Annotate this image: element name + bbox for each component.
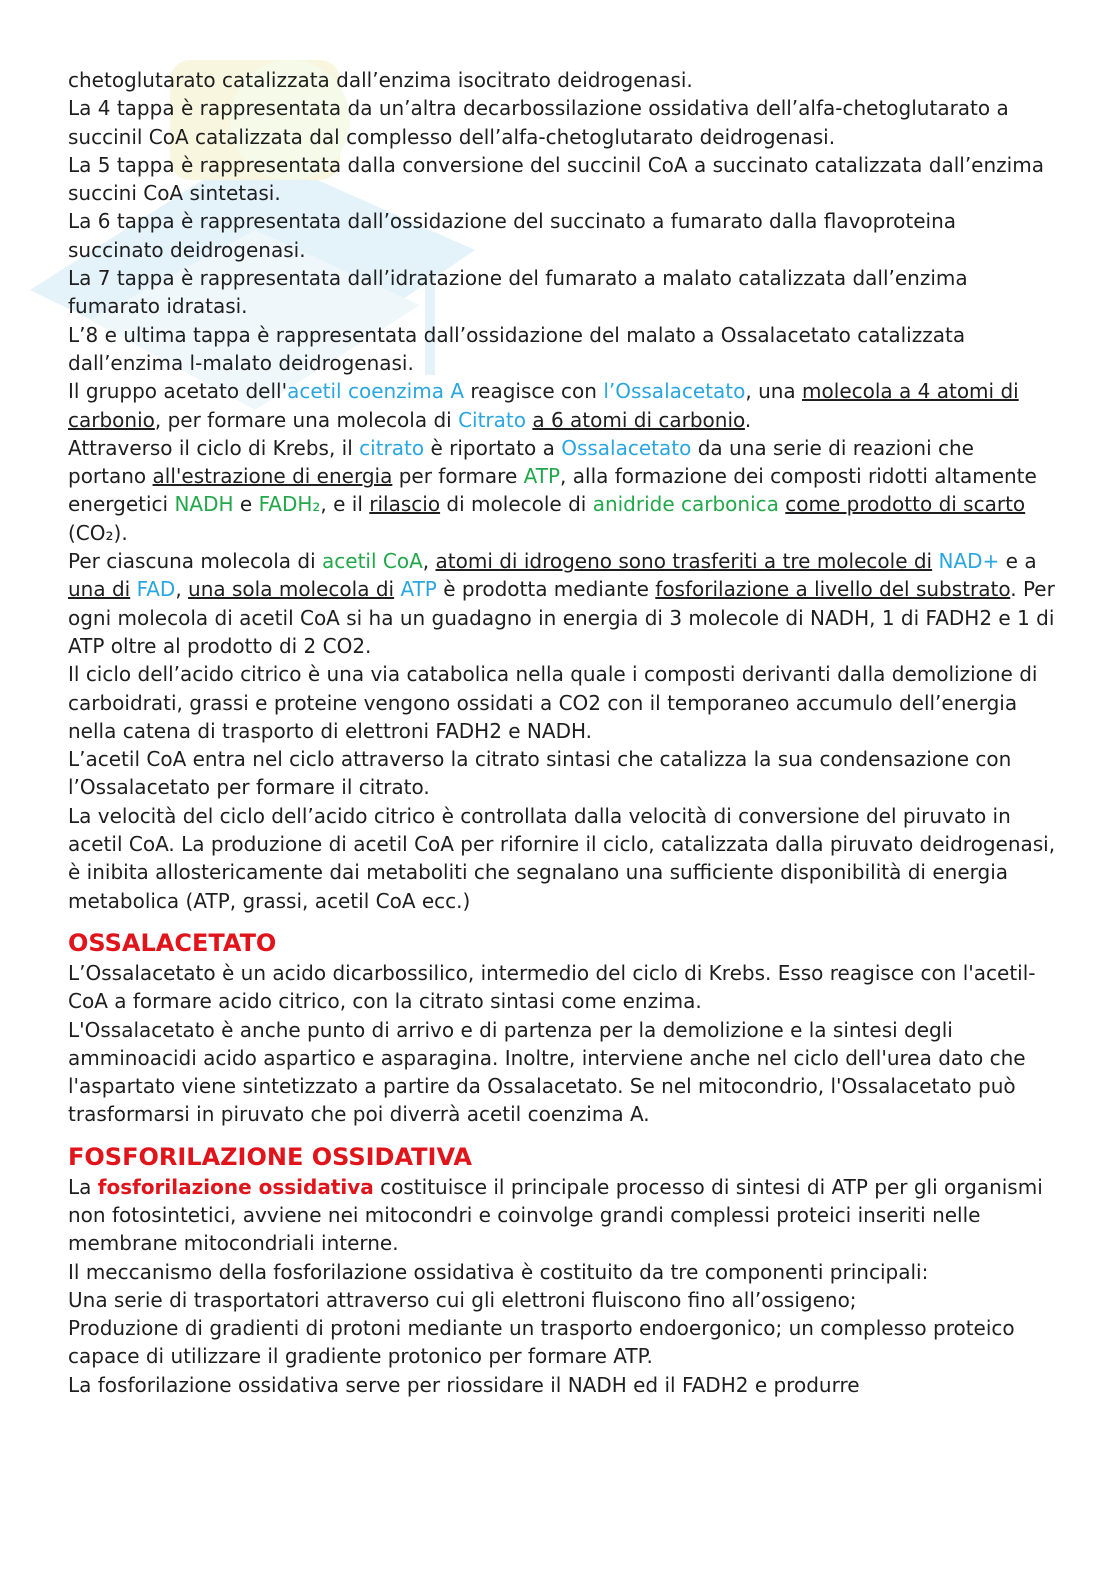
text: , una [745,379,803,404]
text: , [175,577,189,602]
text: e [233,492,259,517]
text: è riportato a [424,435,562,460]
paragraph: La fosforilazione ossidativa serve per riossidare il NADH ed il FADH2 e produrre [68,1372,860,1397]
paragraph: Il meccanismo della fosforilazione ossidativa è costituito da tre componenti principali: [68,1259,929,1284]
text: . [744,407,752,432]
text: (CO₂). [68,520,128,545]
paragraph: Una serie di trasportatori attraverso cui gli elettroni fluiscono fino all’ossigeno; [68,1287,857,1312]
paragraph: La 7 tappa è rappresentata dall’idratazione del fumarato a malato catalizzata dall’enzima fumarato idratasi. [68,266,968,319]
paragraph: Il ciclo dell’acido citrico è una via catabolica nella quale i composti derivanti dalla demolizione di carboidrati, grassi e proteine vengono ossidati a CO2 con il temporaneo accumulo dell’energia nella catena di trasporto di elettroni FADH2 e NADH. [68,662,1038,743]
text: è prodotta mediante [436,577,656,602]
text: La [68,1174,98,1199]
highlight-term: acetil CoA [322,549,423,574]
paragraph: La velocità del ciclo dell’acido citrico è controllata dalla velocità di conversione del piruvato in acetil CoA. La produzione di acetil CoA per rifornire il ciclo, catalizzata dalla piruvato deidrogenasi, è inibita allostericamente dai metaboliti che segnalano una sufficiente disponibilità di energia metabolica (ATP, grassi, acetil CoA ecc.) [68,803,1056,913]
paragraph: L’acetil CoA entra nel ciclo attraverso la citrato sintasi che catalizza la sua condensazione con l’Ossalacetato per formare il citrato. [68,747,1012,800]
highlight-term: NADH [174,492,234,517]
text: Per ciascuna molecola di [68,549,323,574]
underlined-text: all'estrazione di energia [152,464,393,489]
paragraph: L’8 e ultima tappa è rappresentata dall’ossidazione del malato a Ossalacetato catalizzata dall’enzima l-malato deidrogenasi. [68,322,966,375]
paragraph: L'Ossalacetato è anche punto di arrivo e di partenza per la demolizione e la sintesi degli amminoacidi acido aspartico e asparagina. Inoltre, interviene anche nel ciclo dell'urea dato che l'aspartato viene sintetizzato a partire da Ossalacetato. Se nel mitocondrio, l'Ossalacetato può trasformarsi in piruvato che poi diverrà acetil coenzima A. [68,1017,1026,1127]
paragraph-per-molecule [68,547,1058,660]
document-body [68,66,1058,1399]
text: Attraverso il ciclo di Krebs, il [68,435,360,460]
text: Il gruppo acetato dell' [68,379,288,404]
highlight-term: Citrato [458,407,526,432]
text: , per formare una molecola di [154,407,459,432]
paragraph: Produzione di gradienti di protoni mediante un trasporto endoergonico; un complesso proteico capace di utilizzare il gradiente protonico per formare ATP. [68,1316,1015,1369]
paragraph-acetyl [68,377,1058,434]
paragraph: L’Ossalacetato è un acido dicarbossilico, intermedio del ciclo di Krebs. Esso reagisce con l'acetil-CoA a formare acido citrico, con la citrato sintasi come enzima. [68,960,1036,1014]
highlight-term: Ossalacetato [561,435,692,460]
text: di molecole di [440,492,593,517]
text: per formare [392,464,524,489]
text: , e il [320,492,370,517]
section-heading-ossalacetato: OSSALACETATO [68,928,277,957]
highlight-term: FAD [136,577,176,602]
highlight-term: NAD+ [938,549,1000,574]
text: e a [999,549,1037,574]
paragraph-cycle [68,434,1058,547]
paragraph-intro [68,1173,1058,1258]
highlight-term: ATP [523,464,561,489]
highlight-term: citrato [359,435,425,460]
highlight-term: l’Ossalacetato [603,379,746,404]
text: da una serie di reazioni che portano [68,435,974,489]
text: , [422,549,436,574]
underlined-text: molecola a 4 atomi di carbonio [68,379,1019,432]
text: . Per ogni molecola di acetil CoA si ha un guadagno in energia di 3 molecole di NADH, 1 di FADH2 e 1 di ATP oltre al prodotto di 2 CO2. [68,577,1055,658]
section-heading-fosforilazione: FOSFORILAZIONE OSSIDATIVA [68,1142,473,1171]
underlined-text: come prodotto di scarto [785,492,1026,517]
highlight-term: acetil coenzima A [287,379,465,404]
highlight-term: ATP [400,577,437,602]
underlined-text: rilascio [369,492,441,517]
text: reagisce con [464,379,604,404]
paragraph: La 4 tappa è rappresentata da un’altra decarbossilazione ossidativa dell’alfa-chetoglutarato a succinil CoA catalizzata dal complesso dell’alfa-chetoglutarato deidrogenasi. [68,96,1009,149]
underlined-text: a 6 atomi di carbonio [532,407,745,432]
underlined-text: fosforilazione a livello del substrato [655,577,1011,602]
underlined-text: una sola molecola di [188,577,395,602]
text: costituisce il principale processo di sintesi di ATP per gli organismi non fotosintetici, avviene nei mitocondri e coinvolge grandi complessi proteici inseriti nelle membrane mitocondriali interne. [68,1174,1043,1256]
highlight-term: FADH₂ [258,492,321,517]
paragraph: La 5 tappa è rappresentata dalla conversione del succinil CoA a succinato catalizzata dall’enzima succini CoA sintetasi. [68,152,1044,206]
bold-term: fosforilazione ossidativa [97,1174,374,1199]
highlight-term: anidride carbonica [592,492,779,517]
text: , alla formazione dei composti ridotti altamente energetici [68,464,1037,517]
paragraph: La 6 tappa è rappresentata dall’ossidazione del succinato a fumarato dalla flavoproteina succinato deidrogenasi. [68,209,957,262]
paragraph: chetoglutarato catalizzata dall’enzima isocitrato deidrogenasi. [68,68,693,92]
underlined-text: atomi di idrogeno sono trasferiti a tre molecole di [435,549,933,574]
underlined-text: una di [68,577,131,602]
